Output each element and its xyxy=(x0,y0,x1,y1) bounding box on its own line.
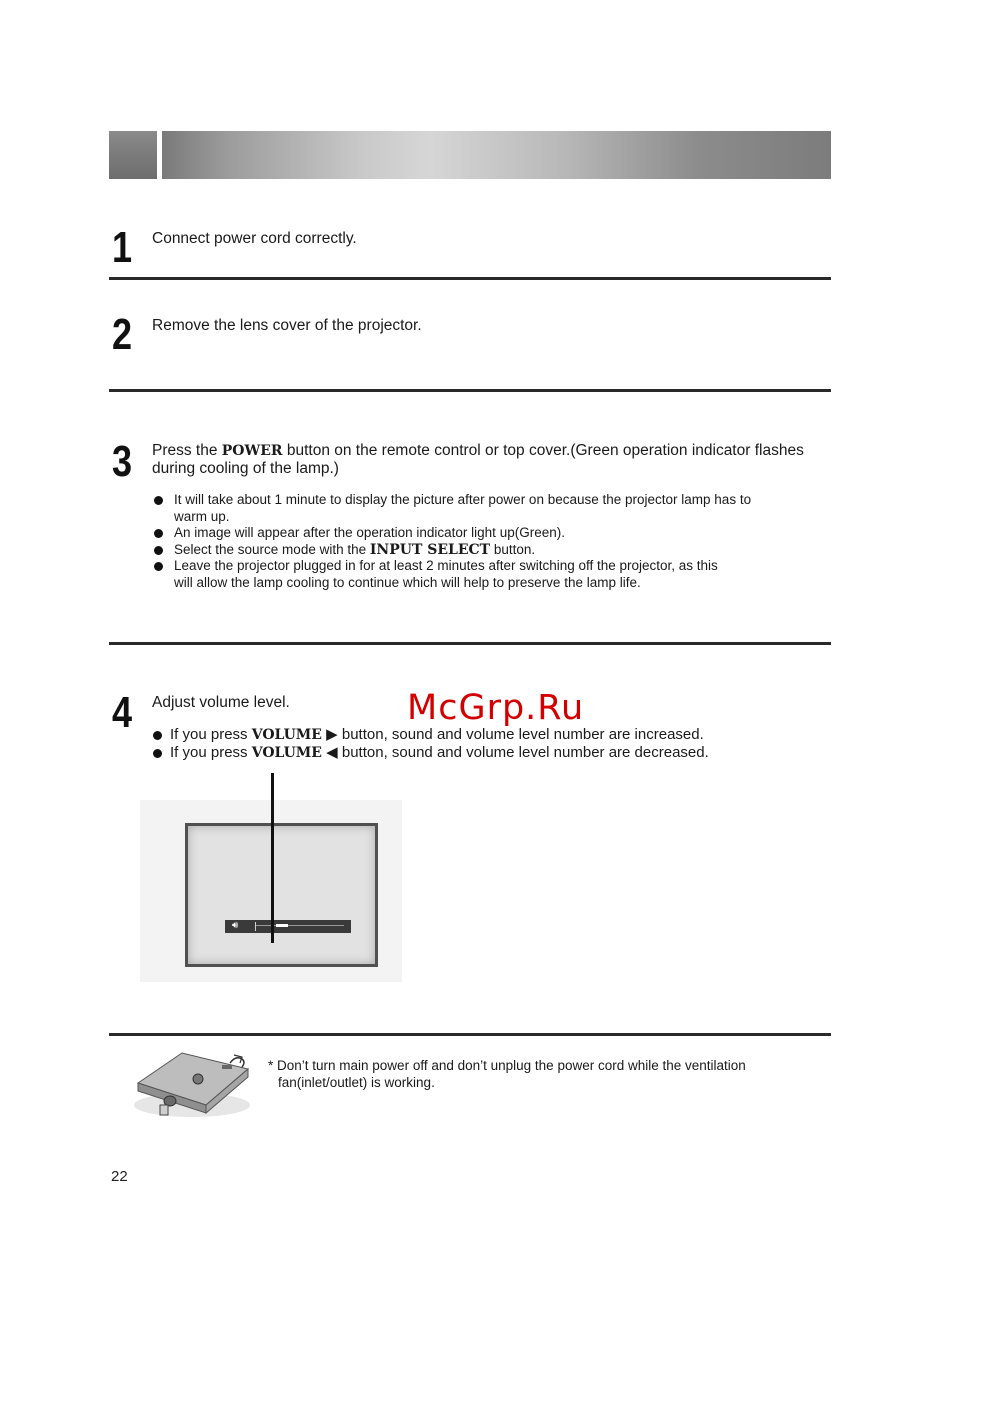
bullet-icon xyxy=(154,562,163,571)
screen-illustration xyxy=(185,823,378,967)
volume-osd-tick xyxy=(255,922,256,931)
left-arrow-icon: ◀ xyxy=(326,744,338,761)
header-banner xyxy=(162,131,831,179)
step-3-bullet-list xyxy=(152,492,822,591)
volume-level-fill xyxy=(276,924,288,927)
list-item: If you press VOLUME ▶ button, sound and volume level number are increased. xyxy=(152,726,822,744)
bullet-icon xyxy=(154,496,163,505)
divider xyxy=(109,277,831,280)
ventilation-note: * Don’t turn main power off and don’t unplug the power cord while the ventilation fan(inlet/outlet) is working. xyxy=(268,1058,746,1090)
list-item: It will take about 1 minute to display the picture after power on because the projector lamp has to warm up. xyxy=(152,492,822,525)
watermark: McGrp.Ru xyxy=(407,688,585,728)
bullet-icon xyxy=(154,546,163,555)
divider xyxy=(109,642,831,645)
divider xyxy=(109,389,831,392)
header-block-left xyxy=(109,131,157,179)
right-arrow-icon: ▶ xyxy=(326,726,338,743)
bullet-icon xyxy=(153,749,162,758)
list-item: An image will appear after the operation indicator light up(Green). xyxy=(152,525,822,542)
page-number: 22 xyxy=(111,1168,128,1185)
list-item: Leave the projector plugged in for at least 2 minutes after switching off the projector, as this will allow the lamp cooling to continue which will help to preserve the lamp life. xyxy=(152,558,822,591)
projector-icon xyxy=(130,1045,255,1120)
list-item: Select the source mode with the INPUT SELECT button. xyxy=(152,542,822,559)
step-4-bullet-list xyxy=(152,726,822,762)
step-1-number: 1 xyxy=(112,223,133,272)
callout-line xyxy=(271,773,274,943)
step-3-number: 3 xyxy=(112,437,133,486)
step-4-text: Adjust volume level. xyxy=(152,694,290,711)
list-item: If you press VOLUME ◀ button, sound and volume level number are decreased. xyxy=(152,744,822,762)
step-3-text: Press the POWER button on the remote control or top cover.(Green operation indicator flashes during cooling of the lamp.) xyxy=(152,442,804,477)
step-1-text: Connect power cord correctly. xyxy=(152,230,357,247)
step-2-number: 2 xyxy=(112,310,133,359)
divider xyxy=(109,1033,831,1036)
projector-illustration xyxy=(130,1045,255,1120)
step-4-number: 4 xyxy=(112,688,133,737)
bullet-icon xyxy=(153,731,162,740)
volume-osd-track xyxy=(256,925,344,926)
bullet-icon xyxy=(154,529,163,538)
step-2-text: Remove the lens cover of the projector. xyxy=(152,317,422,334)
speaker-icon: 🔊︎ xyxy=(232,920,239,931)
volume-osd-bar xyxy=(225,920,351,933)
